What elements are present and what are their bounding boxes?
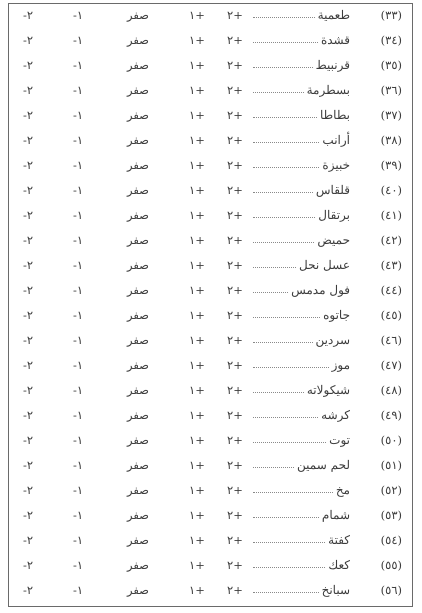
food-name: كرشه (321, 408, 350, 422)
dotted-leader (253, 67, 313, 68)
rating-minus-2[interactable]: ٢- (23, 358, 34, 372)
rating-minus-1[interactable]: ١- (73, 458, 84, 472)
rating-minus-2[interactable]: ٢- (23, 558, 34, 572)
dotted-leader (253, 92, 304, 93)
rating-minus-2[interactable]: ٢- (23, 233, 34, 247)
dotted-leader (253, 342, 313, 343)
dotted-leader (253, 292, 288, 293)
rating-plus-2[interactable]: +٢ (227, 58, 243, 72)
rating-plus-2[interactable]: +٢ (227, 383, 243, 397)
item-number: (٣٧) (380, 108, 402, 122)
rating-zero[interactable]: صفر (127, 83, 149, 97)
rating-plus-2[interactable]: +٢ (227, 408, 243, 422)
rating-plus-2[interactable]: +٢ (227, 508, 243, 522)
item-number: (٥١) (380, 458, 402, 472)
rating-minus-2[interactable]: ٢- (23, 183, 34, 197)
rating-minus-1[interactable]: ١- (73, 33, 84, 47)
rating-plus-1[interactable]: +١ (189, 208, 205, 222)
rating-zero[interactable]: صفر (127, 408, 149, 422)
table-row (9, 105, 412, 130)
food-name: بطاطا (319, 108, 350, 122)
rating-plus-2[interactable]: +٢ (227, 533, 243, 547)
item-number: (٣٦) (380, 83, 402, 97)
rating-plus-2[interactable]: +٢ (227, 83, 243, 97)
rating-zero[interactable]: صفر (127, 308, 149, 322)
table-row (9, 155, 412, 180)
dotted-leader (253, 192, 313, 193)
rating-plus-1[interactable]: +١ (189, 458, 205, 472)
item-number: (٥٢) (380, 483, 402, 497)
food-name: مخ (335, 483, 350, 497)
food-name: سردين (315, 333, 350, 347)
rating-minus-1[interactable]: ١- (73, 508, 84, 522)
dotted-leader (253, 17, 315, 18)
table-row (9, 30, 412, 55)
dotted-leader (253, 467, 294, 468)
item-number: (٥٣) (380, 508, 402, 522)
item-number: (٤٢) (380, 233, 402, 247)
rating-plus-2[interactable]: +٢ (227, 33, 243, 47)
table-row (9, 55, 412, 80)
rating-plus-2[interactable]: +٢ (227, 283, 243, 297)
rating-minus-2[interactable]: ٢- (23, 333, 34, 347)
item-number: (٣٥) (380, 58, 402, 72)
rating-plus-2[interactable]: +٢ (227, 583, 243, 597)
rating-minus-2[interactable]: ٢- (23, 583, 34, 597)
rating-zero[interactable]: صفر (127, 433, 149, 447)
dotted-leader (253, 317, 320, 318)
rating-plus-1[interactable]: +١ (189, 83, 205, 97)
rating-plus-2[interactable]: +٢ (227, 258, 243, 272)
rating-minus-1[interactable]: ١- (73, 8, 84, 22)
rating-minus-1[interactable]: ١- (73, 83, 84, 97)
rating-plus-2[interactable]: +٢ (227, 208, 243, 222)
dotted-leader (253, 267, 296, 268)
table-row (9, 580, 412, 605)
rating-minus-1[interactable]: ١- (73, 533, 84, 547)
rating-minus-2[interactable]: ٢- (23, 158, 34, 172)
rating-plus-1[interactable]: +١ (189, 158, 205, 172)
rating-zero[interactable]: صفر (127, 258, 149, 272)
rating-minus-1[interactable]: ١- (73, 558, 84, 572)
food-name: جاتوه (323, 308, 350, 322)
rating-plus-1[interactable]: +١ (189, 233, 205, 247)
table-row (9, 5, 412, 30)
dotted-leader (253, 567, 325, 568)
rating-minus-2[interactable]: ٢- (23, 483, 34, 497)
rating-plus-1[interactable]: +١ (189, 358, 205, 372)
item-number: (٣٨) (380, 133, 402, 147)
table-row (9, 330, 412, 355)
rating-plus-1[interactable]: +١ (189, 183, 205, 197)
rating-zero[interactable]: صفر (127, 108, 149, 122)
item-number: (٤٠) (380, 183, 402, 197)
food-name: حميض (317, 233, 350, 247)
rating-minus-2[interactable]: ٢- (23, 433, 34, 447)
rating-minus-1[interactable]: ١- (73, 433, 84, 447)
rating-plus-2[interactable]: +٢ (227, 483, 243, 497)
rating-minus-2[interactable]: ٢- (23, 533, 34, 547)
item-number: (٤٤) (380, 283, 402, 297)
rating-zero[interactable]: صفر (127, 583, 149, 597)
rating-minus-1[interactable]: ١- (73, 383, 84, 397)
dotted-leader (253, 592, 319, 593)
rating-plus-2[interactable]: +٢ (227, 458, 243, 472)
rating-minus-1[interactable]: ١- (73, 158, 84, 172)
dotted-leader (253, 142, 319, 143)
dotted-leader (253, 442, 326, 443)
table-row (9, 505, 412, 530)
rating-plus-1[interactable]: +١ (189, 533, 205, 547)
rating-zero[interactable]: صفر (127, 233, 149, 247)
rating-zero[interactable]: صفر (127, 8, 149, 22)
rating-minus-1[interactable]: ١- (73, 108, 84, 122)
rating-plus-1[interactable]: +١ (189, 133, 205, 147)
rating-minus-1[interactable]: ١- (73, 333, 84, 347)
item-number: (٤٨) (380, 383, 402, 397)
table-row (9, 530, 412, 555)
rating-zero[interactable]: صفر (127, 483, 149, 497)
food-name: قرنبيط (315, 58, 350, 72)
rating-minus-2[interactable]: ٢- (23, 283, 34, 297)
item-number: (٥٥) (380, 558, 402, 572)
table-row (9, 555, 412, 580)
rating-minus-1[interactable]: ١- (73, 308, 84, 322)
food-name: بسطرمة (306, 83, 350, 97)
rating-plus-2[interactable]: +٢ (227, 8, 243, 22)
rating-zero[interactable]: صفر (127, 333, 149, 347)
item-number: (٤٩) (380, 408, 402, 422)
rating-plus-1[interactable]: +١ (189, 583, 205, 597)
table-row (9, 230, 412, 255)
dotted-leader (253, 367, 329, 368)
food-name: خبيزة (322, 158, 350, 172)
rating-minus-1[interactable]: ١- (73, 183, 84, 197)
rating-minus-2[interactable]: ٢- (23, 58, 34, 72)
dotted-leader (253, 492, 333, 493)
food-name: كعك (328, 558, 350, 572)
table-row (9, 405, 412, 430)
rating-plus-2[interactable]: +٢ (227, 308, 243, 322)
rating-zero[interactable]: صفر (127, 458, 149, 472)
food-name: سبانخ (321, 583, 350, 597)
table-row (9, 430, 412, 455)
rating-minus-2[interactable]: ٢- (23, 208, 34, 222)
dotted-leader (253, 417, 318, 418)
rating-plus-1[interactable]: +١ (189, 58, 205, 72)
rating-minus-1[interactable]: ١- (73, 483, 84, 497)
rating-minus-1[interactable]: ١- (73, 133, 84, 147)
food-name: شيكولاته (306, 383, 350, 397)
rating-plus-1[interactable]: +١ (189, 383, 205, 397)
dotted-leader (253, 542, 325, 543)
item-number: (٥٠) (380, 433, 402, 447)
rating-minus-1[interactable]: ١- (73, 208, 84, 222)
table-row (9, 305, 412, 330)
rating-plus-1[interactable]: +١ (189, 333, 205, 347)
rating-plus-2[interactable]: +٢ (227, 183, 243, 197)
rating-plus-2[interactable]: +٢ (227, 233, 243, 247)
rating-zero[interactable]: صفر (127, 158, 149, 172)
table-row (9, 380, 412, 405)
rating-minus-1[interactable]: ١- (73, 408, 84, 422)
table-row (9, 205, 412, 230)
rating-plus-1[interactable]: +١ (189, 108, 205, 122)
item-number: (٥٤) (380, 533, 402, 547)
rating-plus-1[interactable]: +١ (189, 308, 205, 322)
item-number: (٥٦) (380, 583, 402, 597)
rating-zero[interactable]: صفر (127, 133, 149, 147)
item-number: (٤١) (380, 208, 402, 222)
rating-zero[interactable]: صفر (127, 558, 149, 572)
dotted-leader (253, 217, 315, 218)
item-number: (٣٤) (380, 33, 402, 47)
rating-minus-2[interactable]: ٢- (23, 8, 34, 22)
rating-plus-2[interactable]: +٢ (227, 158, 243, 172)
item-number: (٤٧) (380, 358, 402, 372)
rating-minus-1[interactable]: ١- (73, 233, 84, 247)
rating-zero[interactable]: صفر (127, 533, 149, 547)
rating-zero[interactable]: صفر (127, 283, 149, 297)
rating-zero[interactable]: صفر (127, 58, 149, 72)
food-name: عسل نحل (299, 258, 350, 272)
food-name: موز (331, 358, 350, 372)
item-number: (٣٣) (380, 8, 402, 22)
table-row (9, 130, 412, 155)
rating-plus-1[interactable]: +١ (189, 258, 205, 272)
rating-minus-1[interactable]: ١- (73, 58, 84, 72)
rating-plus-2[interactable]: +٢ (227, 333, 243, 347)
table-row (9, 255, 412, 280)
rating-plus-2[interactable]: +٢ (227, 108, 243, 122)
rating-minus-1[interactable]: ١- (73, 583, 84, 597)
food-name: قلقاس (315, 183, 350, 197)
rating-plus-2[interactable]: +٢ (227, 133, 243, 147)
table-row (9, 455, 412, 480)
rating-minus-2[interactable]: ٢- (23, 108, 34, 122)
rating-plus-1[interactable]: +١ (189, 283, 205, 297)
item-number: (٤٣) (380, 258, 402, 272)
rating-minus-2[interactable]: ٢- (23, 508, 34, 522)
rating-minus-1[interactable]: ١- (73, 358, 84, 372)
dotted-leader (253, 242, 314, 243)
rating-minus-2[interactable]: ٢- (23, 33, 34, 47)
rating-plus-1[interactable]: +١ (189, 8, 205, 22)
dotted-leader (253, 517, 319, 518)
rating-plus-2[interactable]: +٢ (227, 558, 243, 572)
food-name: أرانب (322, 133, 350, 147)
table-row (9, 355, 412, 380)
table-row (9, 80, 412, 105)
rating-plus-1[interactable]: +١ (189, 408, 205, 422)
dotted-leader (253, 167, 319, 168)
food-name: طعمية (317, 8, 350, 22)
rating-plus-1[interactable]: +١ (189, 33, 205, 47)
rating-minus-2[interactable]: ٢- (23, 258, 34, 272)
rating-zero[interactable]: صفر (127, 508, 149, 522)
item-number: (٤٥) (380, 308, 402, 322)
rating-plus-2[interactable]: +٢ (227, 358, 243, 372)
table-row (9, 480, 412, 505)
rating-zero[interactable]: صفر (127, 208, 149, 222)
rating-plus-1[interactable]: +١ (189, 558, 205, 572)
dotted-leader (253, 392, 304, 393)
rating-minus-2[interactable]: ٢- (23, 383, 34, 397)
table-row (9, 180, 412, 205)
rating-minus-1[interactable]: ١- (73, 258, 84, 272)
dotted-leader (253, 42, 318, 43)
food-name: شمام (321, 508, 350, 522)
rating-minus-2[interactable]: ٢- (23, 83, 34, 97)
food-name: فول مدمس (291, 283, 350, 297)
food-name: لحم سمين (297, 458, 350, 472)
rating-minus-2[interactable]: ٢- (23, 133, 34, 147)
table-row (9, 280, 412, 305)
food-name: برتقال (318, 208, 350, 222)
rating-plus-1[interactable]: +١ (189, 433, 205, 447)
rating-minus-2[interactable]: ٢- (23, 408, 34, 422)
rating-zero[interactable]: صفر (127, 383, 149, 397)
rating-table (8, 3, 413, 607)
rating-plus-2[interactable]: +٢ (227, 433, 243, 447)
item-number: (٣٩) (380, 158, 402, 172)
rating-zero[interactable]: صفر (127, 358, 149, 372)
rating-minus-2[interactable]: ٢- (23, 458, 34, 472)
dotted-leader (253, 117, 317, 118)
food-name: قشدة (320, 33, 350, 47)
rating-minus-1[interactable]: ١- (73, 283, 84, 297)
item-number: (٤٦) (380, 333, 402, 347)
rating-minus-2[interactable]: ٢- (23, 308, 34, 322)
rating-zero[interactable]: صفر (127, 33, 149, 47)
rating-plus-1[interactable]: +١ (189, 508, 205, 522)
rating-zero[interactable]: صفر (127, 183, 149, 197)
food-name: كفتة (328, 533, 350, 547)
rating-plus-1[interactable]: +١ (189, 483, 205, 497)
food-name: توت (329, 433, 350, 447)
